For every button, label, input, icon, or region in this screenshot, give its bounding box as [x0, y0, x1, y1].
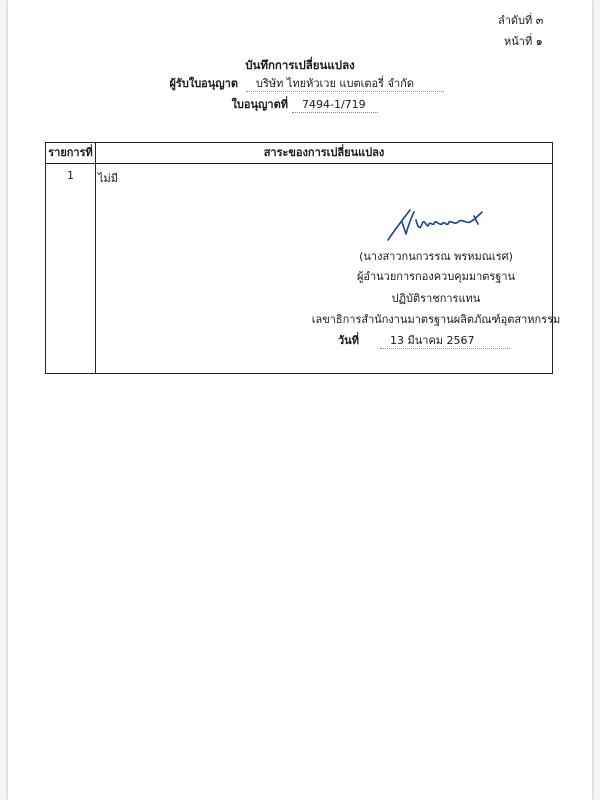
- page-number: หน้าที่ ๑: [504, 35, 543, 48]
- licensee-label: ผู้รับใบอนุญาต: [169, 77, 238, 90]
- date-label: วันที่: [338, 334, 359, 347]
- signature-image: [382, 204, 492, 244]
- licensee-value: บริษัท ไทยหัวเวย แบตเตอรี่ จำกัด: [246, 77, 444, 92]
- column-header-change-detail: สาระของการเปลี่ยนแปลง: [96, 143, 553, 164]
- signatory-name: (นางสาวกนกวรรณ พรหมณเรศ): [359, 250, 513, 263]
- column-header-item-no: รายการที่: [46, 143, 96, 164]
- document-page: [8, 0, 592, 800]
- signatory-acting: ปฏิบัติราชการแทน: [391, 292, 481, 305]
- license-number-label: ใบอนุญาตที่: [231, 98, 288, 111]
- row-change-detail: ไม่มี: [96, 164, 553, 374]
- row-item-number: 1: [46, 164, 96, 374]
- table-header-row: [46, 143, 553, 164]
- signatory-office: เลขาธิการสำนักงานมาตรฐานผลิตภัณฑ์อุตสาหกรรม: [311, 313, 561, 326]
- license-number-value: 7494-1/719: [292, 98, 378, 113]
- signatory-position: ผู้อำนวยการกองควบคุมมาตรฐาน: [356, 270, 516, 283]
- signature-stroke: [388, 210, 482, 240]
- order-number: ลำดับที่ ๓: [498, 14, 544, 27]
- document-title: บันทึกการเปลี่ยนแปลง: [245, 58, 355, 72]
- date-value: 13 มีนาคม 2567: [380, 334, 510, 349]
